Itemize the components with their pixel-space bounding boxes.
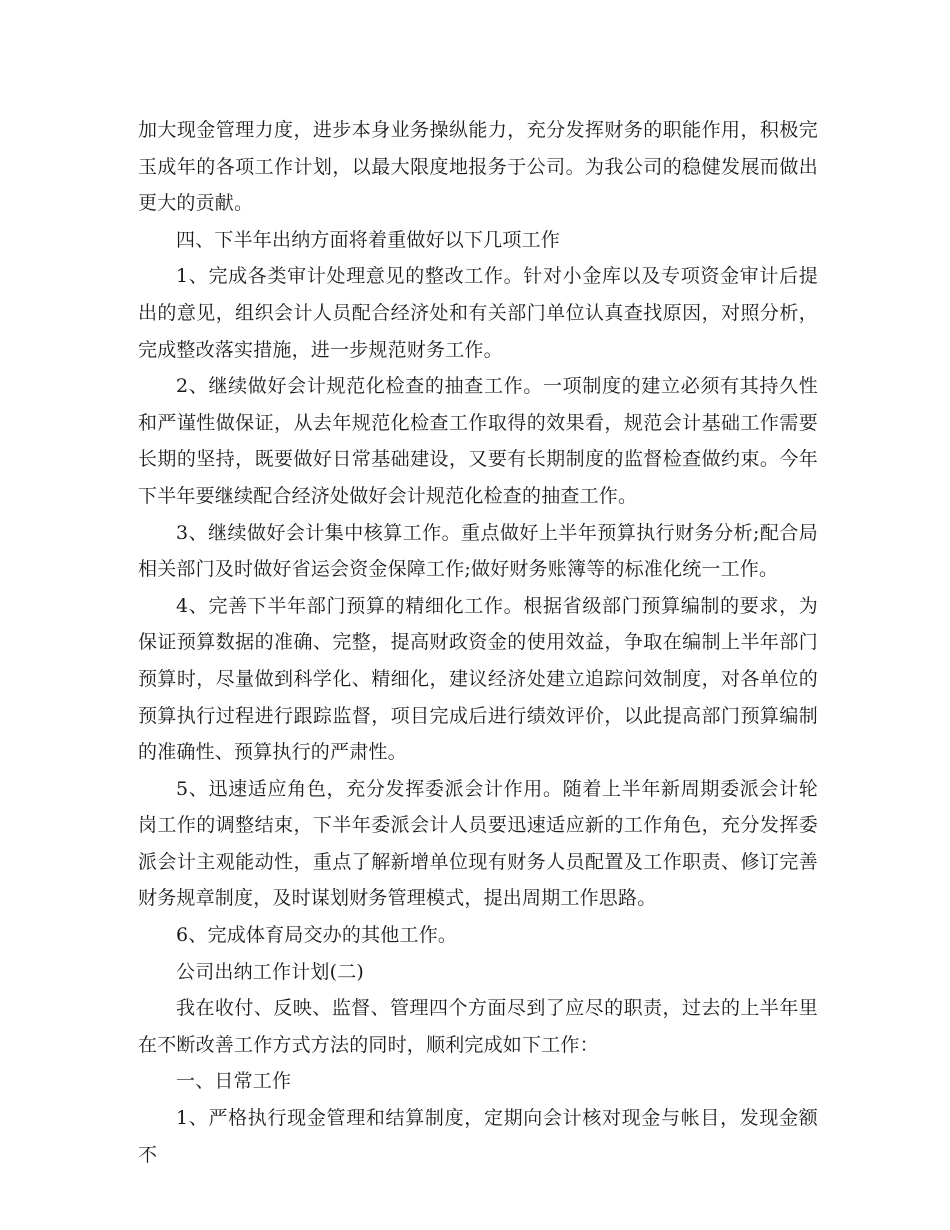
section-heading-second-half-work: 四、下半年出纳方面将着重做好以下几项工作 [176,228,561,251]
paragraph-item-5-delegated-accountant: 5、迅速适应角色，充分发挥委派会计作用。随着上半年新周期委派会计轮岗工作的调整结束，下半年委派会计人员要迅速适应新的工作角色，充分发挥委派会计主观能动性，重点了解新增单位现有财务人员配置及工作职责、修订完善财务规章制度，及时谋划财务管理模式，提出周期工作思路。 [138,777,818,910]
paragraph-item-4-budget: 4、完善下半年部门预算的精细化工作。根据省级部门预算编制的要求，为保证预算数据的准确、完整，提高财政资金的使用效益，争取在编制上半年部门预算时，尽量做到科学化、精细化，建议经济处建立追踪问效制度，对各单位的预算执行过程进行跟踪监督，项目完成后进行绩效评价，以此提高部门预算编制的准确性、预算执行的严肃性。 [138,594,818,764]
paragraph-daily-item-1: 1、严格执行现金管理和结算制度，定期向会计核对现金与帐目，发现金额不 [138,1107,818,1166]
paragraph-cash-management: 加大现金管理力度，进步本身业务操纵能力，充分发挥财务的职能作用，积极完玉成年的各项工作计划，以最大限度地报务于公司。为我公司的稳健发展而做出更大的贡献。 [138,119,818,215]
document-body [138,112,818,1173]
paragraph-item-6-other-work: 6、完成体育局交办的其他工作。 [176,924,458,947]
section-title-plan-two: 公司出纳工作计划(二) [176,960,365,983]
paragraph-item-3-centralized-accounting: 3、继续做好会计集中核算工作。重点做好上半年预算执行财务分析;配合局相关部门及时做好省运会资金保障工作;做好财务账簿等的标准化统一工作。 [138,521,818,581]
paragraph-item-2-standardization: 2、继续做好会计规范化检查的抽查工作。一项制度的建立必须有其持久性和严谨性做保证，从去年规范化检查工作取得的效果看，规范会计基础工作需要长期的坚持，既要做好日常基础建设，又要有长期制度的监督检查做约束。今年下半年要继续配合经济处做好会计规范化检查的抽查工作。 [138,375,818,507]
paragraph-item-1-audit: 1、完成各类审计处理意见的整改工作。针对小金库以及专项资金审计后提出的意见，组织会计人员配合经济处和有关部门单位认真查找原因，对照分析，完成整改落实措施，进一步规范财务工作。 [138,265,818,361]
section-heading-daily-work: 一、日常工作 [176,1070,292,1093]
paragraph-intro-duties: 我在收付、反映、监督、管理四个方面尽到了应尽的职责，过去的上半年里在不断改善工作方式方法的同时，顺利完成如下工作： [138,997,818,1056]
